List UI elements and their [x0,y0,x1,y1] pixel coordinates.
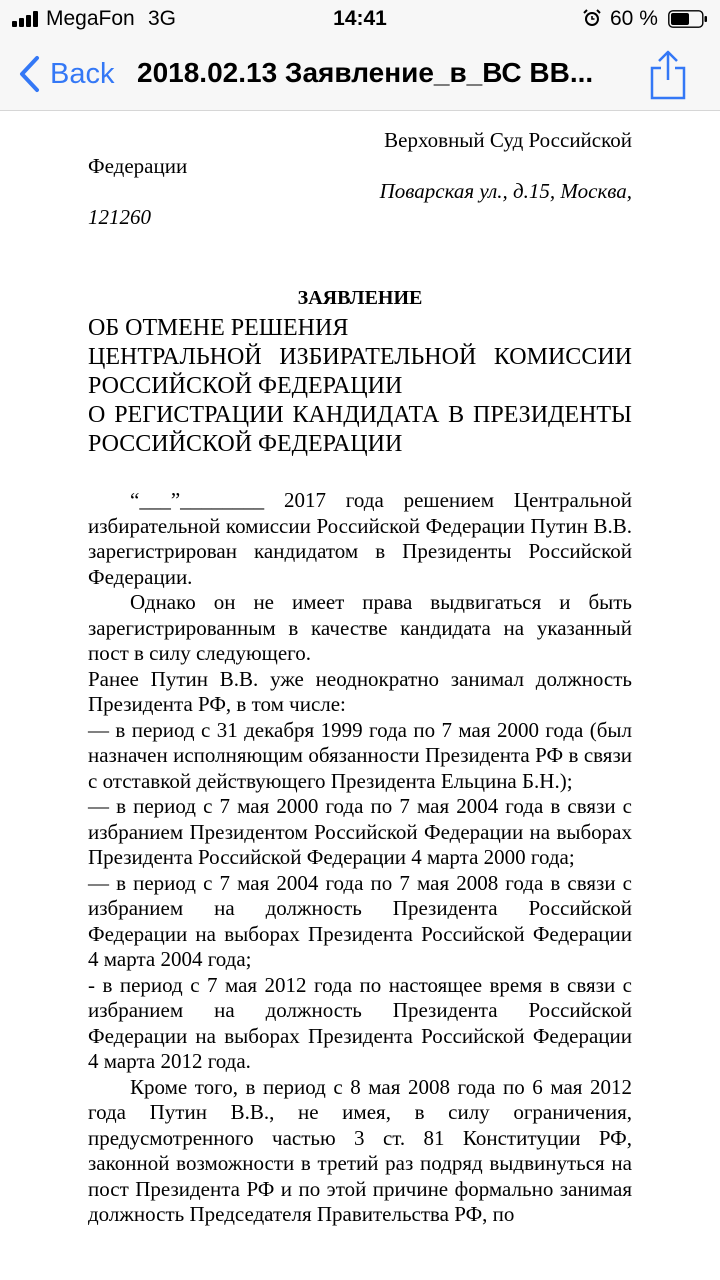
document-body [88,128,632,1228]
paragraph: Однако он не имеет права выдвигаться и быть зарегистрированным в качестве кандидата на указанный пост в силу следующего. [88,590,632,665]
addressee-line-cont: Федерации [88,153,188,178]
alarm-clock-icon [582,8,602,28]
address-street: Поварская ул., д.15, Москва, [379,179,632,203]
clock: 14:41 [333,7,387,30]
share-icon[interactable] [646,48,690,102]
list-item: - в период с 7 мая 2012 года по настоящее время в связи с избранием на должность Президента Российской Федерации на выборах Президента Российской Федерации 4 марта 2012 года. [88,972,632,1073]
back-button[interactable] [18,52,114,96]
document-heading: ЗАЯВЛЕНИЕ [297,287,423,309]
document-title: 2018.02.13 Заявление_в_ВС ВВ... [137,57,594,88]
document-subheading: ОБ ОТМЕНЕ РЕШЕНИЯ [88,315,349,341]
paragraph: Ранее Путин В.В. уже неоднократно занимал должность Президента РФ, в том числе: [88,666,632,716]
document-subheading: ЦЕНТРАЛЬНОЙ ИЗБИРАТЕЛЬНОЙ КОМИССИИ РОССИЙСКОЙ ФЕДЕРАЦИИ [88,344,632,399]
document-subheading: О РЕГИСТРАЦИИ КАНДИДАТА В ПРЕЗИДЕНТЫ РОССИЙСКОЙ ФЕДЕРАЦИИ [88,402,632,457]
list-item: — в период с 31 декабря 1999 года по 7 мая 2000 года (был назначен исполняющим обязанности Президента РФ в связи с отставкой действующего Президента Ельцина Б.Н.); [88,717,632,793]
list-item: — в период с 7 мая 2004 года по 7 мая 2008 года в связи с избранием на должность Президента Российской Федерации на выборах Президента Российской Федерации 4 марта 2004 года; [88,870,632,971]
battery-percent: 60 % [610,7,658,30]
addressee-line: Верховный Суд Российской [384,128,632,152]
chevron-left-icon [18,55,40,93]
navigation-bar [0,40,720,111]
paragraph: Кроме того, в период с 8 мая 2008 года по 6 мая 2012 года Путин В.В., не имея, в силу ограничения, предусмотренного частью 3 ст. 81 Конституции РФ, законной возможности в третий раз подряд выдвинуться на пост Президента РФ и по этой причине формально занимая должность Председателя Правительства РФ, по [88,1074,632,1226]
status-bar [0,0,720,40]
battery-icon [668,10,708,28]
back-label: Back [50,57,115,90]
carrier-name: MegaFon [46,7,135,30]
address-zip: 121260 [88,204,151,229]
list-item: — в период с 7 мая 2000 года по 7 мая 2004 года в связи с избранием Президентом Российской Федерации на выборах Президента Российской Федерации 4 марта 2000 года; [88,794,632,869]
network-type: 3G [148,7,177,30]
paragraph: “___”________ 2017 года решением Центральной избирательной комиссии Российской Федерации Путин В.В. зарегистрирован кандидатом в Президенты Российской Федерации. [88,488,632,589]
